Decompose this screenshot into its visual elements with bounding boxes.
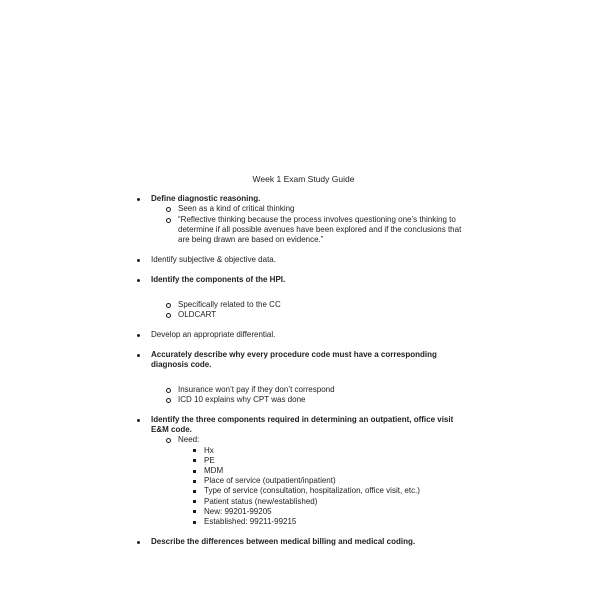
bullet-icon — [137, 194, 151, 201]
bullet-text: Place of service (outpatient/inpatient) — [204, 476, 336, 486]
sub-bullet-item — [137, 204, 470, 214]
study-guide-section — [137, 255, 470, 265]
square-bullet-icon — [193, 497, 204, 504]
study-guide-section — [137, 415, 470, 527]
sub-bullet-item — [137, 385, 470, 395]
bullet-item — [137, 537, 470, 547]
square-bullet-icon — [193, 517, 204, 524]
square-bullet-icon — [193, 446, 204, 453]
sub-bullet-item — [137, 497, 470, 507]
sub-bullet-item — [137, 466, 470, 476]
bullet-text: Describe the differences between medical billing and medical coding. — [151, 537, 416, 547]
bullet-text: Identify the components of the HPI. — [151, 275, 286, 285]
bullet-item — [137, 350, 470, 370]
bullet-text: Type of service (consultation, hospitalization, office visit, etc.) — [204, 486, 420, 496]
bullet-icon — [137, 275, 151, 282]
sub-bullet-item — [137, 486, 470, 496]
bullet-list — [137, 194, 470, 547]
bullet-item — [137, 415, 470, 435]
bullet-icon — [137, 415, 151, 422]
sub-bullet-item — [137, 476, 470, 486]
study-guide-section — [137, 537, 470, 547]
bullet-icon — [137, 255, 151, 262]
bullet-item — [137, 255, 470, 265]
bullet-item — [137, 194, 470, 204]
square-bullet-icon — [193, 507, 204, 514]
bullet-text: ICD 10 explains why CPT was done — [178, 394, 306, 404]
bullet-text: Specifically related to the CC — [178, 299, 281, 309]
study-guide-section — [137, 350, 470, 405]
page-title: Week 1 Exam Study Guide — [252, 174, 355, 184]
circle-bullet-icon — [166, 395, 178, 403]
circle-bullet-icon — [166, 310, 178, 318]
sub-bullet-item — [137, 310, 470, 320]
sub-bullet-item — [137, 395, 470, 405]
circle-bullet-icon — [166, 215, 178, 223]
circle-bullet-icon — [166, 435, 178, 443]
sub-bullet-item — [137, 446, 470, 456]
bullet-text: Accurately describe why every procedure code must have a corresponding diagnosis code. — [151, 350, 437, 370]
circle-bullet-icon — [166, 385, 178, 393]
bullet-icon — [137, 537, 151, 544]
sub-bullet-item — [137, 517, 470, 527]
bullet-text: Develop an appropriate differential. — [151, 330, 276, 340]
bullet-text: Identify the three components required in determining an outpatient, office visit E&M code. — [151, 415, 454, 435]
bullet-icon — [137, 330, 151, 337]
bullet-item — [137, 330, 470, 340]
circle-bullet-icon — [166, 204, 178, 212]
square-bullet-icon — [193, 486, 204, 493]
square-bullet-icon — [193, 476, 204, 483]
sub-bullet-item — [137, 435, 470, 445]
sub-bullet-item — [137, 507, 470, 517]
square-bullet-icon — [193, 466, 204, 473]
bullet-text: Seen as a kind of critical thinking — [178, 204, 295, 214]
square-bullet-icon — [193, 456, 204, 463]
bullet-text: Identify subjective & objective data. — [151, 255, 276, 265]
bullet-text: Need: — [178, 435, 200, 445]
sub-bullet-item — [137, 215, 470, 246]
circle-bullet-icon — [166, 300, 178, 308]
sub-bullet-group — [137, 204, 470, 245]
bullet-text: MDM — [204, 466, 224, 476]
bullet-text: Hx — [204, 445, 214, 455]
study-guide-section — [137, 275, 470, 320]
bullet-text: OLDCART — [178, 309, 217, 319]
bullet-text: Established: 99211-99215 — [204, 517, 297, 527]
sub-bullet-group — [137, 435, 470, 527]
study-guide-section — [137, 330, 470, 340]
bullet-icon — [137, 350, 151, 357]
bullet-text: Patient status (new/established) — [204, 496, 318, 506]
bullet-text: Insurance won’t pay if they don’t correspond — [178, 384, 335, 394]
sub-bullet-group — [137, 385, 470, 405]
bullet-text: “Reflective thinking because the process involves questioning one’s thinking to determine if all possible avenues have been explored and if the conclusions that are being drawn are based on evidence.” — [178, 214, 462, 245]
bullet-text: Define diagnostic reasoning. — [151, 194, 261, 204]
sub-bullet-group — [137, 300, 470, 320]
bullet-text: PE — [204, 455, 215, 465]
study-guide-section — [137, 194, 470, 245]
bullet-text: New: 99201-99205 — [204, 506, 272, 516]
bullet-item — [137, 275, 470, 285]
sub-bullet-item — [137, 300, 470, 310]
sub-bullet-item — [137, 456, 470, 466]
study-guide-document — [137, 174, 470, 547]
